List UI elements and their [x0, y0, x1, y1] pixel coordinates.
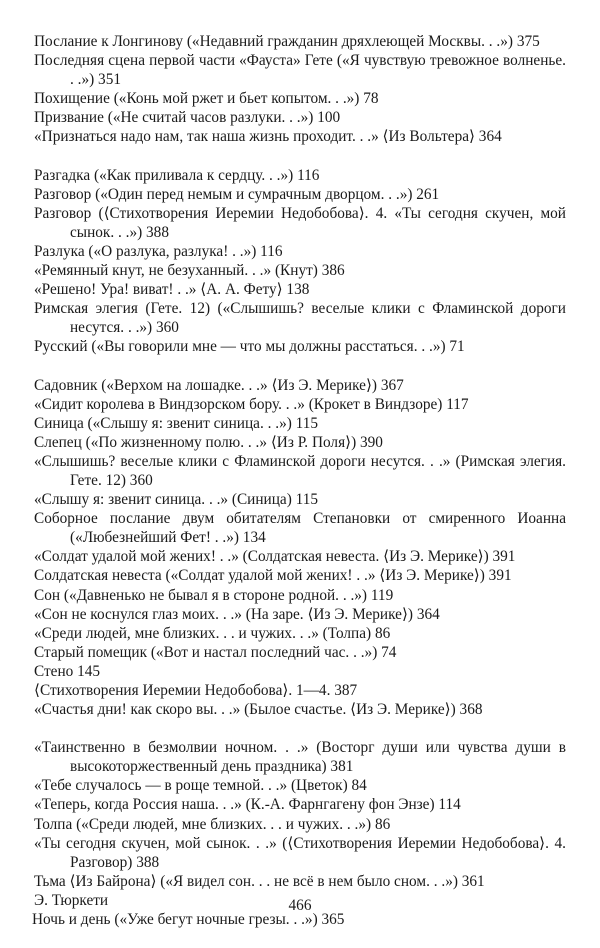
- index-entry: Русский («Вы говорили мне — что мы должны расстаться. . .») 71: [34, 338, 465, 356]
- index-entry: Солдатская невеста («Солдат удалой мой жених! . .» ⟨Из Э. Мерике⟩) 391: [34, 567, 512, 585]
- index-entry: Похищение («Конь мой ржет и бьет копытом. . .») 78: [34, 90, 379, 108]
- index-entry: Разлука («О разлука, разлука! . .») 116: [34, 242, 283, 260]
- index-entry: Толпа («Среди людей, мне близких. . . и чужих. . .») 86: [34, 815, 391, 833]
- index-entry: «Теперь, когда Россия наша. . .» (К.-А. Фарнгагену фон Энзе) 114: [34, 796, 461, 814]
- index-entry: «Таинственно в безмолвии ночном. . .» (Восторг души или чувства души в высокоторжественный день праздника) 381: [34, 739, 566, 776]
- index-author-heading: Э. Тюркети: [34, 891, 109, 909]
- index-entry: «Слышишь? веселые клики с Фламинской дороги несутся. . .» (Римская элегия. Гете. 12) 360: [34, 452, 566, 489]
- index-entry: «Ремянный кнут, не безуханный. . .» (Кнут) 386: [34, 262, 345, 280]
- index-subentry: Ночь и день («Уже бегут ночные грезы. . .») 365: [32, 911, 345, 929]
- index-group-p: [34, 32, 566, 147]
- index-entry: Последняя сцена первой части «Фауста» Гете («Я чувствую тревожное волненье. . .») 351: [34, 52, 566, 89]
- index-entry: «Признаться надо нам, так наша жизнь проходит. . .» ⟨Из Вольтера⟩ 364: [34, 128, 502, 146]
- index-entry: «Ты сегодня скучен, мой сынок. . .» (⟨Стихотворения Иеремии Недобобова⟩. 4. Разговор) 388: [34, 834, 566, 871]
- index-entry: «Сидит королева в Виндзорском бору. . .» (Крокет в Виндзоре) 117: [34, 395, 469, 413]
- page-number: 466: [288, 897, 312, 914]
- index-entry: ⟨Стихотворения Иеремии Недобобова⟩. 1—4. 387: [34, 682, 358, 699]
- index-group-s: [34, 376, 566, 720]
- index-entry: Римская элегия (Гете. 12) («Слышишь? веселые клики с Фламинской дороги несутся. . .») 360: [34, 300, 566, 337]
- index-entry: Слепец («По жизненному полю. . .» ⟨Из Р. Поля⟩) 390: [34, 433, 383, 451]
- index-entry: Садовник («Верхом на лошадке. . .» ⟨Из Э. Мерике⟩) 367: [34, 376, 404, 394]
- index-entry: «Слышу я: звенит синица. . .» (Синица) 115: [34, 491, 319, 509]
- index-entry: Разговор («Один перед немым и сумрачным дворцом. . .») 261: [34, 185, 440, 203]
- index-entry: «Решено! Ура! виват! . .» ⟨А. А. Фету⟩ 138: [34, 281, 310, 299]
- index-entry: Сон («Давненько не бывал я в стороне родной. . .») 119: [34, 586, 394, 604]
- index-page: [34, 32, 566, 948]
- index-entry: «Сон не коснулся глаз моих. . .» (На заре. ⟨Из Э. Мерике⟩) 364: [34, 605, 440, 623]
- index-entry: Синица («Слышу я: звенит синица. . .») 115: [34, 414, 319, 432]
- index-group-r: [34, 166, 566, 357]
- index-entry: Стено 145: [34, 662, 101, 680]
- index-entry: Призвание («Не считай часов разлуки. . .») 100: [34, 109, 341, 127]
- index-entry: Соборное послание двум обитателям Степановки от смиренного Иоанна («Любезнейший Фет! . .») 134: [34, 510, 566, 547]
- index-entry: «Солдат удалой мой жених! . .» (Солдатская невеста. ⟨Из Э. Мерике⟩) 391: [34, 548, 516, 566]
- index-entry: «Тебе случалось — в роще темной. . .» (Цветок) 84: [34, 777, 367, 795]
- index-entry: Разговор (⟨Стихотворения Иеремии Недобобова⟩. 4. «Ты сегодня скучен, мой сынок. . .») 388: [34, 204, 566, 241]
- index-entry: «Среди людей, мне близких. . . и чужих. . .» (Толпа) 86: [34, 624, 391, 642]
- index-entry: «Счастья дни! как скоро вы. . .» (Былое счастье. ⟨Из Э. Мерике⟩) 368: [34, 701, 483, 719]
- index-entry: Старый помещик («Вот и настал последний час. . .») 74: [34, 643, 397, 661]
- index-entry: Тьма ⟨Из Байрона⟩ («Я видел сон. . . не всё в нем было сном. . .») 361: [34, 872, 485, 890]
- index-entry: Послание к Лонгинову («Недавний гражданин дряхлеющей Москвы. . .») 375: [34, 33, 540, 50]
- index-entry: Разгадка («Как приливала к сердцу. . .») 116: [34, 166, 320, 184]
